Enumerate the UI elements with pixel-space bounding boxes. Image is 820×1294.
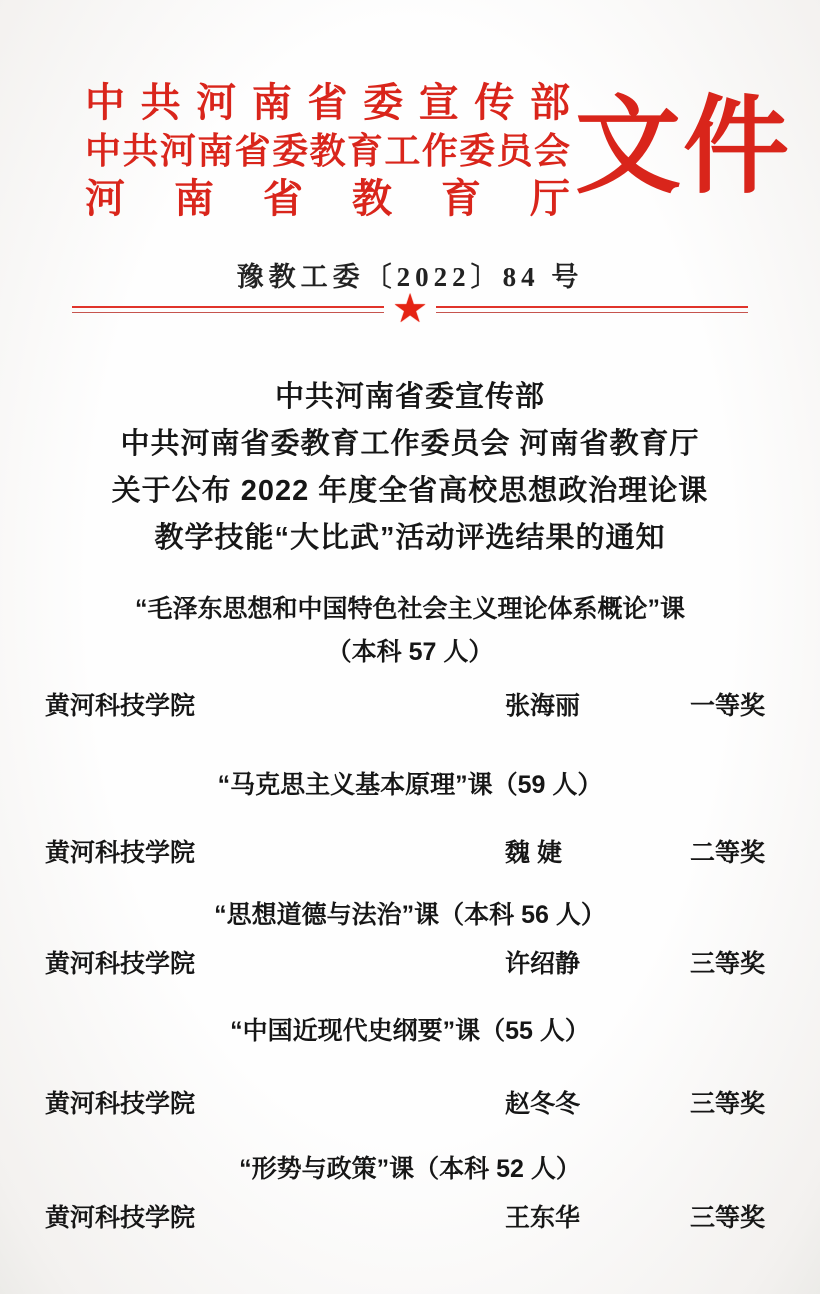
letterhead: [85, 78, 570, 224]
row-teacher-name: 张海丽: [505, 692, 581, 720]
section-heading-3: [0, 894, 820, 937]
section-heading-2: [0, 764, 820, 807]
row-school: 黄河科技学院: [45, 1090, 196, 1118]
row-school: 黄河科技学院: [45, 692, 196, 720]
row-teacher-name: 魏 婕: [505, 839, 562, 867]
document-number: 豫教工委〔2022〕84 号: [236, 262, 584, 292]
rule-right-segment: [436, 306, 748, 313]
letterhead-org-line-3: 河南省教育厅: [85, 177, 570, 221]
award-row: [0, 1088, 820, 1120]
row-award-level: 三等奖: [689, 1204, 765, 1232]
row-award-level: 二等奖: [689, 839, 765, 867]
rule-left-segment: [72, 306, 384, 313]
row-school: 黄河科技学院: [45, 1204, 196, 1232]
section-1-participant-count: （本科 57 人）: [326, 638, 494, 666]
row-award-level: 三等奖: [689, 1090, 765, 1118]
section-2-course-name: “马克思主义基本原理”课（59 人）: [217, 771, 603, 799]
row-award-level: 一等奖: [689, 692, 765, 720]
section-heading-5: [0, 1148, 820, 1191]
title-line-3: 关于公布 2022 年度全省高校思想政治理论课: [111, 475, 709, 507]
section-3-course-name: “思想道德与法治”课（本科 56 人）: [214, 901, 606, 929]
letterhead-org-line-1: 中共河南省委宣传部: [85, 81, 570, 125]
section-heading-1: [0, 588, 820, 674]
row-teacher-name: 许绍静: [505, 950, 581, 978]
row-teacher-name: 赵冬冬: [505, 1090, 581, 1118]
title-line-4: 教学技能“大比武”活动评选结果的通知: [154, 522, 666, 554]
row-award-level: 三等奖: [689, 950, 765, 978]
award-row: [0, 948, 820, 980]
red-divider-rule: [72, 287, 748, 331]
award-row: [0, 837, 820, 869]
row-teacher-name: 王东华: [505, 1204, 581, 1232]
row-school: 黄河科技学院: [45, 839, 196, 867]
document-type-label: 文件: [575, 88, 791, 206]
document-title: [0, 374, 820, 562]
section-1-course-name: “毛泽东思想和中国特色社会主义理论体系概论”课: [134, 595, 685, 623]
section-heading-4: [0, 1010, 820, 1053]
letterhead-org-line-2: 中共河南省委教育工作委员会: [85, 130, 570, 171]
section-5-course-name: “形势与政策”课（本科 52 人）: [239, 1155, 581, 1183]
title-line-2: 中共河南省委教育工作委员会 河南省教育厅: [120, 428, 700, 460]
red-star-icon: ★: [392, 287, 428, 331]
title-line-1: 中共河南省委宣传部: [274, 381, 545, 413]
award-row: [0, 1202, 820, 1234]
row-school: 黄河科技学院: [45, 950, 196, 978]
award-row: [0, 690, 820, 722]
section-4-course-name: “中国近现代史纲要”课（55 人）: [230, 1017, 590, 1045]
